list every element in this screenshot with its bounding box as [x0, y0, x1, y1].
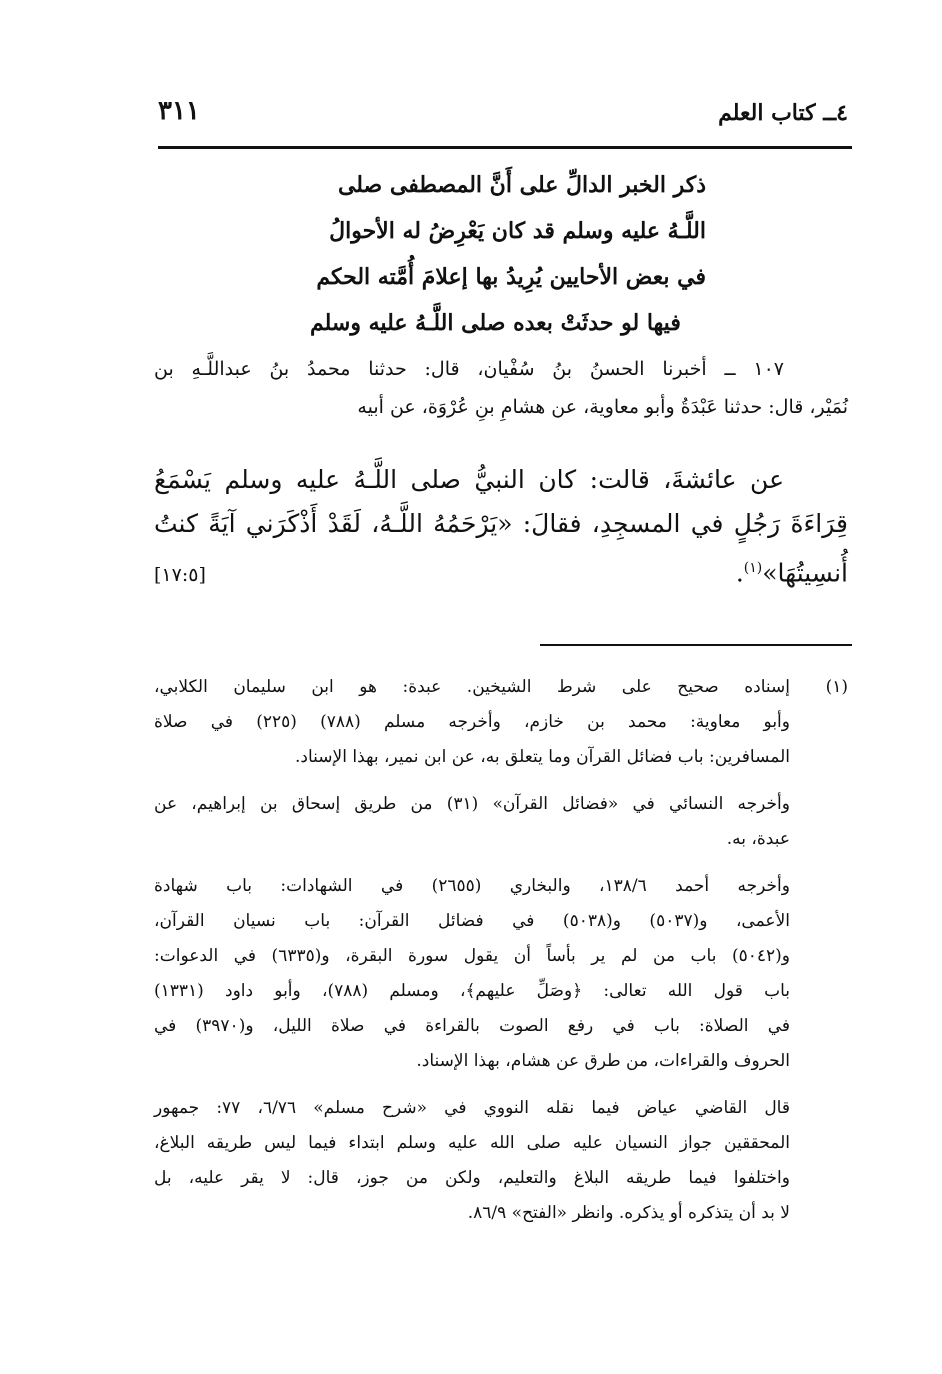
footnote-line: و(٥٠٤٢) باب من لم ير بأساً أن يقول سورة البقرة، و(٦٣٣٥) في الدعوات:: [154, 946, 790, 966]
footnote-line: باب قول الله تعالى: ﴿وصَلِّ عليهم﴾، ومسلم (٧٨٨)، وأبو داود (١٣٣١): [154, 981, 790, 1001]
header-rule: [158, 146, 852, 149]
hadith-matn: [154, 458, 848, 597]
footnote-number: (١): [825, 677, 848, 697]
footnote-line: [154, 670, 848, 705]
footnote-line: عبدة، به.: [726, 829, 790, 849]
hadith-reference: [١٧:٥]: [154, 564, 206, 587]
footnote-line: المسافرين: باب فضائل القرآن وما يتعلق به، عن ابن نمير، بهذا الإسناد.: [295, 747, 790, 767]
chapter-heading-line: اللَّـهُ عليه وسلم قد كان يَعْرِضُ له الأحوالُ: [329, 218, 706, 244]
matn-line-end: [736, 546, 848, 595]
footnote-line: في الصلاة: باب في رفع الصوت بالقراءة في صلاة الليل، و(٣٩٧٠) في: [154, 1016, 790, 1036]
matn-end-punctuation: .: [735, 558, 744, 588]
footnote-line: وأبو معاوية: محمد بن خازم، وأخرجه مسلم (٧٨٨) (٢٢٥) في صلاة: [154, 712, 790, 732]
chapter-heading-line: ذكر الخبر الدالِّ على أَنَّ المصطفى صلى: [337, 172, 706, 198]
footnote-paragraph: [154, 670, 848, 775]
footnote-line: الحروف والقراءات، من طرق عن هشام، بهذا الإسناد.: [416, 1051, 790, 1071]
footnote-line: وأخرجه النسائي في «فضائل القرآن» (٣١) من طريق إسحاق بن إبراهيم، عن: [154, 794, 790, 814]
footnote-marker[interactable]: (١): [743, 560, 763, 576]
running-header-title: ٤ــ كتاب العلم: [718, 100, 848, 126]
matn-line: عن عائشةَ، قالت: كان النبيُّ صلى اللَّـهُ عليه وسلم يَسْمَعُ: [154, 465, 784, 494]
footnote-line: الأعمى، و(٥٠٣٧) و(٥٠٣٨) في فضائل القرآن: باب نسيان القرآن،: [154, 911, 790, 931]
footnote-line: واختلفوا فيما طريقه البلاغ والتعليم، ولكن من جوز، قال: لا يقر عليه، بل: [154, 1168, 790, 1188]
footnote-rule: [540, 644, 852, 646]
footnote-line: لا بد أن يتذكره أو يذكره. وانظر «الفتح» ٨٦/٩.: [467, 1203, 790, 1223]
hadith-isnad: [154, 350, 848, 426]
matn-line: أُنسِيتُهَا»: [762, 558, 848, 588]
matn-line: قِرَاءَةَ رَجُلٍ في المسجِدِ، فقالَ: «يَرْحَمُهُ اللَّـهُ، لَقَدْ أَذْكَرَني آيَةً كنتُ: [154, 509, 848, 538]
footnotes: [154, 670, 848, 1243]
isnad-line: ١٠٧ ــ أخبرنا الحسنُ بنُ سُفْيان، قال: حدثنا محمدُ بنُ عبداللَّـهِ بن: [154, 358, 784, 380]
footnote-line: المحققين جواز النسيان عليه صلى الله عليه وسلم ابتداء فيما ليس طريقه البلاغ،: [154, 1133, 790, 1153]
chapter-heading-line: فيها لو حدثَتْ بعده صلى اللَّـهُ عليه وسلم: [310, 310, 681, 336]
matn-last-line: [154, 546, 848, 597]
footnote-text: إسناده صحيح على شرط الشيخين. عبدة: هو ابن سليمان الكلابي،: [154, 677, 790, 697]
footnote-line: قال القاضي عياض فيما نقله النووي في «شرح مسلم» ٦/٧٦، ٧٧: جمهور: [154, 1098, 790, 1118]
footnote-paragraph: [154, 1091, 848, 1231]
footnote-line: وأخرجه أحمد ١٣٨/٦، والبخاري (٢٦٥٥) في الشهادات: باب شهادة: [154, 876, 790, 896]
chapter-heading: [306, 162, 706, 346]
isnad-line: نُمَيْر، قال: حدثنا عَبْدَةُ وأبو معاوية، عن هشامِ بنِ عُرْوَة، عن أبيه: [357, 396, 848, 418]
chapter-heading-line: في بعض الأحايين يُرِيدُ بها إعلامَ أُمَّته الحكم: [316, 264, 706, 290]
page-number: ٣١١: [158, 96, 200, 126]
footnote-paragraph: [154, 787, 848, 857]
footnote-paragraph: [154, 869, 848, 1079]
